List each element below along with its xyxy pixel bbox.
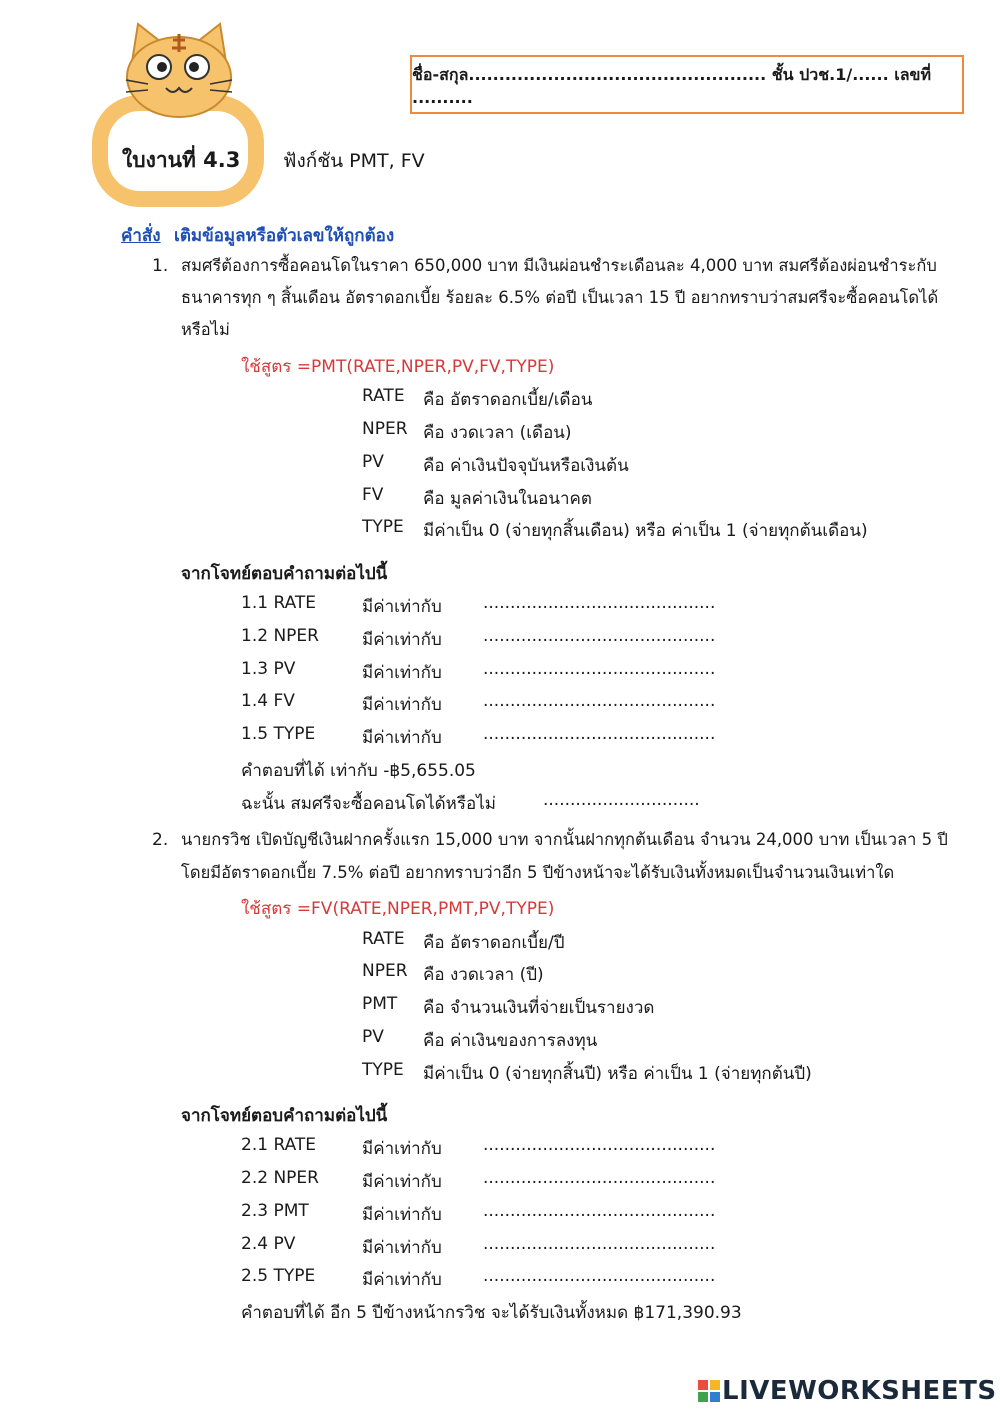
q2-answer-label: มีค่าเท่ากับ bbox=[362, 1238, 442, 1258]
instruction bbox=[121, 222, 394, 249]
q1-number: 1. bbox=[152, 256, 169, 276]
q2-answer-num: 2.1 RATE bbox=[241, 1135, 316, 1155]
q1-answer-num: 1.1 RATE bbox=[241, 593, 316, 613]
q1-def-desc: คือ มูลค่าเงินในอนาคต bbox=[423, 489, 592, 509]
q2-def-term: RATE bbox=[362, 929, 405, 949]
q1-answer-label: มีค่าเท่ากับ bbox=[362, 728, 442, 748]
q1-answer-num: 1.4 FV bbox=[241, 691, 295, 711]
q1-def-desc: คือ ค่าเงินปัจจุบันหรือเงินต้น bbox=[423, 456, 629, 476]
q2-line-1: นายกรวิช เปิดบัญชีเงินฝากครั้งแรก 15,000 บาท จากนั้นฝากทุกต้นเดือน จำนวน 24,000 บาท เป็นเวลา 5 ปี bbox=[181, 830, 948, 849]
q1-conclusion-label: ฉะนั้น สมศรีจะซื้อคอนโดได้หรือไม่ bbox=[241, 794, 496, 814]
q1-formula: ใช้สูตร =PMT(RATE,NPER,PV,FV,TYPE) bbox=[241, 357, 555, 377]
instruction-label: คำสั่ง bbox=[121, 226, 161, 246]
cat-mascot-icon bbox=[118, 22, 240, 122]
q1-def-term: NPER bbox=[362, 419, 408, 439]
q2-answer-num: 2.3 PMT bbox=[241, 1201, 309, 1221]
liveworksheets-logo bbox=[698, 1376, 997, 1406]
q2-answer-label: มีค่าเท่ากับ bbox=[362, 1139, 442, 1159]
q1-answer-num: 1.5 TYPE bbox=[241, 724, 316, 744]
q2-def-desc: คือ งวดเวลา (ปี) bbox=[423, 965, 544, 985]
instruction-text: เติมข้อมูลหรือตัวเลขให้ถูกต้อง bbox=[174, 226, 395, 246]
q2-def-term: NPER bbox=[362, 961, 408, 981]
q2-def-term: TYPE bbox=[362, 1060, 404, 1080]
q2-answer-blank[interactable]: ........................................... bbox=[483, 1234, 716, 1254]
q1-def-term: FV bbox=[362, 485, 384, 505]
student-info-line: ชื่อ-สกุล................................................. ชั้น ปวช.1/...... เลขที่ .......... bbox=[412, 64, 931, 107]
worksheet-subtitle: ฟังก์ชัน PMT, FV bbox=[283, 150, 425, 172]
q2-answer-num: 2.2 NPER bbox=[241, 1168, 319, 1188]
liveworksheets-badge-icon bbox=[698, 1380, 720, 1402]
q1-def-term: RATE bbox=[362, 386, 405, 406]
q2-def-desc: คือ อัตราดอกเบี้ย/ปี bbox=[423, 933, 565, 953]
q2-def-desc: มีค่าเป็น 0 (จ่ายทุกสิ้นปี) หรือ ค่าเป็น 1 (จ่ายทุกต้นปี) bbox=[423, 1064, 812, 1084]
q1-line-1: สมศรีต้องการซื้อคอนโดในราคา 650,000 บาท มีเงินผ่อนชำระเดือนละ 4,000 บาท สมศรีต้องผ่อนชำระกับ bbox=[181, 256, 937, 275]
q1-answer-label: มีค่าเท่ากับ bbox=[362, 597, 442, 617]
q1-answer-blank[interactable]: ........................................... bbox=[483, 724, 716, 744]
q2-def-term: PMT bbox=[362, 994, 398, 1014]
q2-answer-blank[interactable]: ........................................... bbox=[483, 1201, 716, 1221]
q2-def-desc: คือ ค่าเงินของการลงทุน bbox=[423, 1031, 598, 1051]
q1-answer-label: มีค่าเท่ากับ bbox=[362, 663, 442, 683]
worksheet-label: ใบงานที่ 4.3 bbox=[122, 148, 241, 172]
q1-answer-blank[interactable]: ........................................... bbox=[483, 593, 716, 613]
q1-result: คำตอบที่ได้ เท่ากับ -฿5,655.05 bbox=[241, 761, 476, 781]
q2-formula: ใช้สูตร =FV(RATE,NPER,PMT,PV,TYPE) bbox=[241, 899, 555, 919]
q1-answer-num: 1.2 NPER bbox=[241, 626, 319, 646]
q2-answer-num: 2.5 TYPE bbox=[241, 1266, 316, 1286]
q2-answer-label: มีค่าเท่ากับ bbox=[362, 1205, 442, 1225]
q1-line-2: ธนาคารทุก ๆ สิ้นเดือน อัตราดอกเบี้ย ร้อยละ 6.5% ต่อปี เป็นเวลา 15 ปี อยากทราบว่าสมศรีจะซื้อคอนโดได้ bbox=[181, 288, 939, 307]
student-info-box[interactable] bbox=[410, 55, 964, 114]
liveworksheets-logo-text: LIVEWORKSHEETS bbox=[722, 1376, 997, 1406]
q2-number: 2. bbox=[152, 830, 169, 850]
q1-answer-blank[interactable]: ........................................... bbox=[483, 659, 716, 679]
q1-sub-heading: จากโจทย์ตอบคำถามต่อไปนี้ bbox=[181, 564, 388, 584]
q2-line-2: โดยมีอัตราดอกเบี้ย 7.5% ต่อปี อยากทราบว่าอีก 5 ปีข้างหน้าจะได้รับเงินทั้งหมดเป็นจำนวนเงินเท่าใด bbox=[181, 863, 895, 882]
q1-def-desc: มีค่าเป็น 0 (จ่ายทุกสิ้นเดือน) หรือ ค่าเป็น 1 (จ่ายทุกต้นเดือน) bbox=[423, 521, 868, 541]
q1-def-term: PV bbox=[362, 452, 384, 472]
q2-answer-label: มีค่าเท่ากับ bbox=[362, 1270, 442, 1290]
q2-answer-blank[interactable]: ........................................... bbox=[483, 1168, 716, 1188]
q2-answer-blank[interactable]: ........................................... bbox=[483, 1135, 716, 1155]
q1-answer-blank[interactable]: ........................................... bbox=[483, 691, 716, 711]
q2-sub-heading: จากโจทย์ตอบคำถามต่อไปนี้ bbox=[181, 1106, 388, 1126]
q1-def-desc: คือ งวดเวลา (เดือน) bbox=[423, 423, 572, 443]
q2-def-desc: คือ จำนวนเงินที่จ่ายเป็นรายงวด bbox=[423, 998, 655, 1018]
q2-answer-label: มีค่าเท่ากับ bbox=[362, 1172, 442, 1192]
q1-answer-blank[interactable]: ........................................... bbox=[483, 626, 716, 646]
q1-answer-label: มีค่าเท่ากับ bbox=[362, 630, 442, 650]
q1-answer-label: มีค่าเท่ากับ bbox=[362, 695, 442, 715]
q2-answer-num: 2.4 PV bbox=[241, 1234, 296, 1254]
q1-conclusion-blank[interactable]: ............................. bbox=[543, 790, 700, 810]
q2-result: คำตอบที่ได้ อีก 5 ปีข้างหน้ากรวิช จะได้รับเงินทั้งหมด ฿171,390.93 bbox=[241, 1303, 742, 1323]
q2-answer-blank[interactable]: ........................................... bbox=[483, 1266, 716, 1286]
q1-answer-num: 1.3 PV bbox=[241, 659, 296, 679]
q1-line-3: หรือไม่ bbox=[181, 320, 230, 339]
q2-def-term: PV bbox=[362, 1027, 384, 1047]
q1-def-desc: คือ อัตราดอกเบี้ย/เดือน bbox=[423, 390, 593, 410]
q1-def-term: TYPE bbox=[362, 517, 404, 537]
